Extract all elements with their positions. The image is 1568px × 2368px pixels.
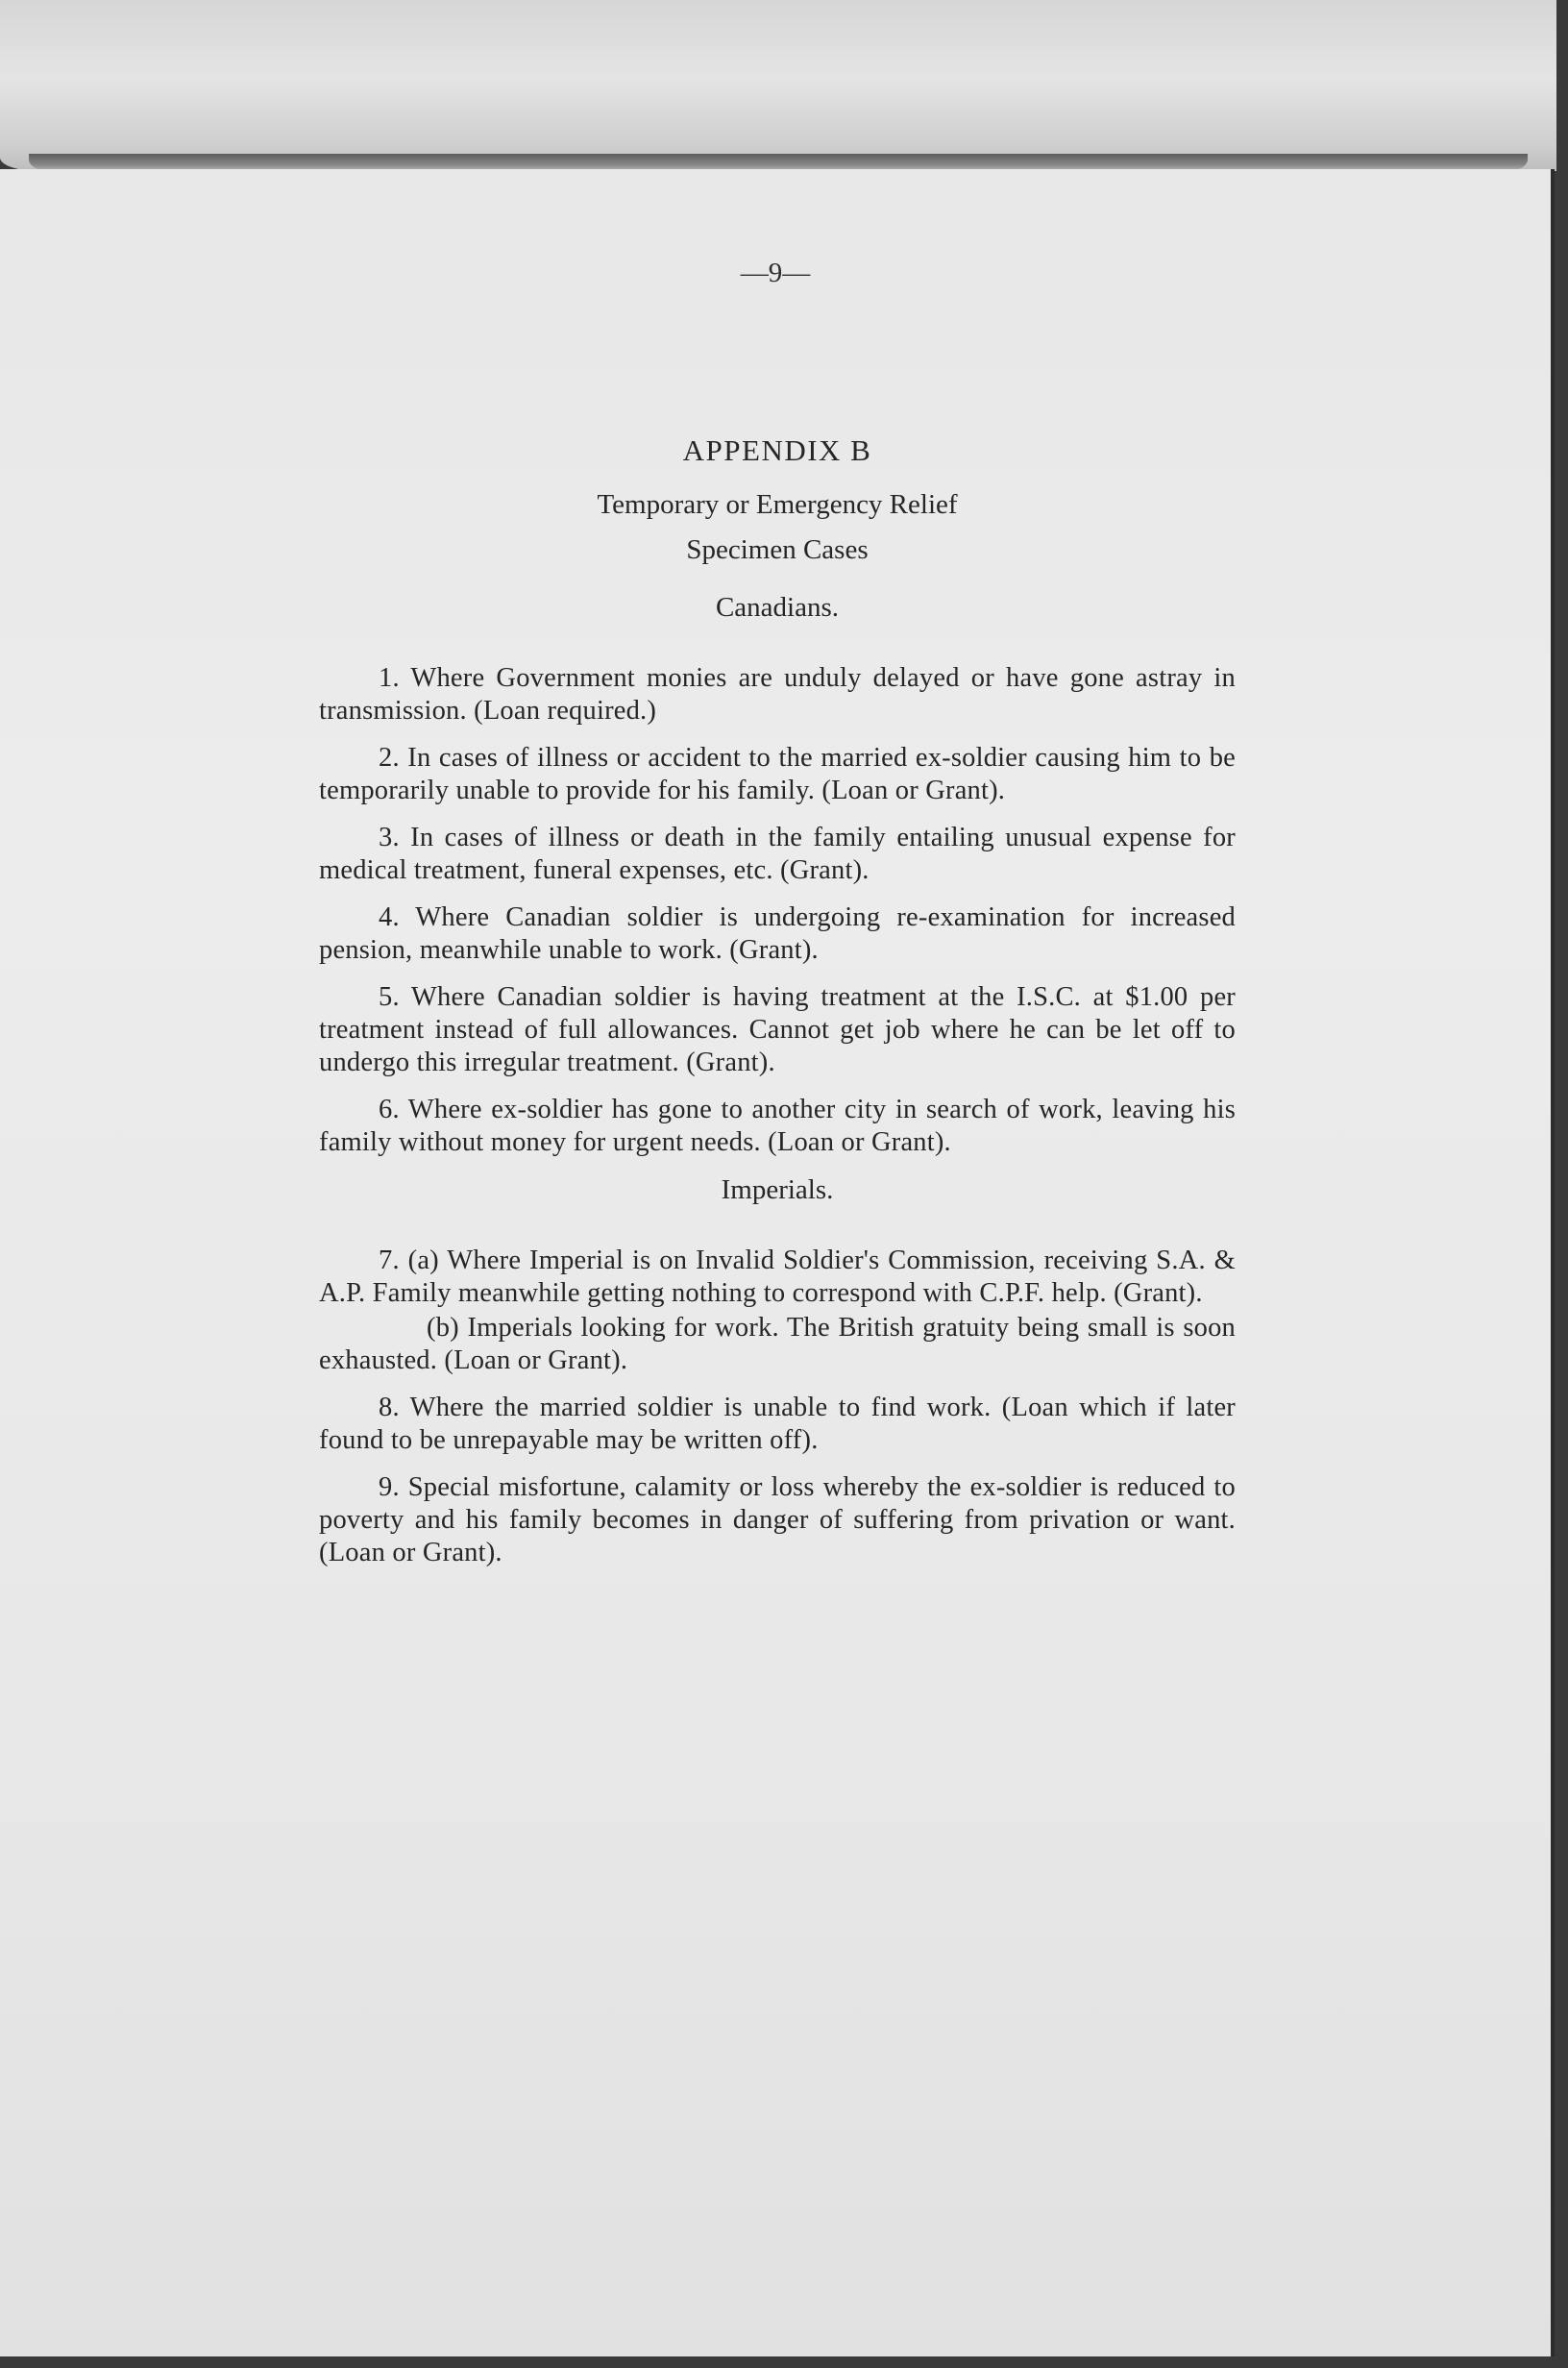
list-item: 7. (a) Where Imperial is on Invalid Soldier's Commission, receiving S.A. & A.P. Family meanwhile getting nothing to correspond with C.P.F. help. (Grant). (319, 1246, 1236, 1308)
list-item: 4. Where Canadian soldier is undergoing re-examination for increased pension, meanwhile unable to work. (Grant). (319, 902, 1236, 965)
appendix-content (319, 434, 1236, 1584)
list-item: 8. Where the married soldier is unable to find work. (Loan which if later found to be unrepayable may be written off). (319, 1393, 1236, 1455)
list-item: 1. Where Government monies are unduly delayed or have gone astray in transmission. (Loan required.) (319, 663, 1236, 726)
list-item: 3. In cases of illness or death in the family entailing unusual expense for medical treatment, funeral expenses, etc. (Grant). (319, 823, 1236, 885)
appendix-title: APPENDIX B (682, 433, 872, 467)
list-item-sub: (b) Imperials looking for work. The British gratuity being small is soon exhausted. (Loan or Grant). (319, 1313, 1236, 1375)
list-item: 9. Special misfortune, calamity or loss whereby the ex-soldier is reduced to poverty and his family becomes in danger of suffering from privation or want. (Loan or Grant). (319, 1472, 1236, 1567)
appendix-subtitle-2: Specimen Cases (686, 534, 869, 565)
list-item: 6. Where ex-soldier has gone to another city in search of work, leaving his family without money for urgent needs. (Loan or Grant). (319, 1095, 1236, 1157)
appendix-subtitle: Temporary or Emergency Relief (597, 489, 958, 520)
page-number: —9— (740, 258, 811, 288)
list-item: 2. In cases of illness or accident to the married ex-soldier causing him to be temporarily unable to provide for his family. (Loan or Grant). (319, 743, 1236, 805)
section-heading-canadians: Canadians. (715, 592, 840, 623)
section-heading-imperials: Imperials. (721, 1174, 834, 1205)
list-item: 5. Where Canadian soldier is having treatment at the I.S.C. at $1.00 per treatment instead of full allowances. Cannot get job where he can be let off to undergo this irregular treatment. (Grant). (319, 982, 1236, 1077)
folded-page-edge (0, 0, 1556, 171)
